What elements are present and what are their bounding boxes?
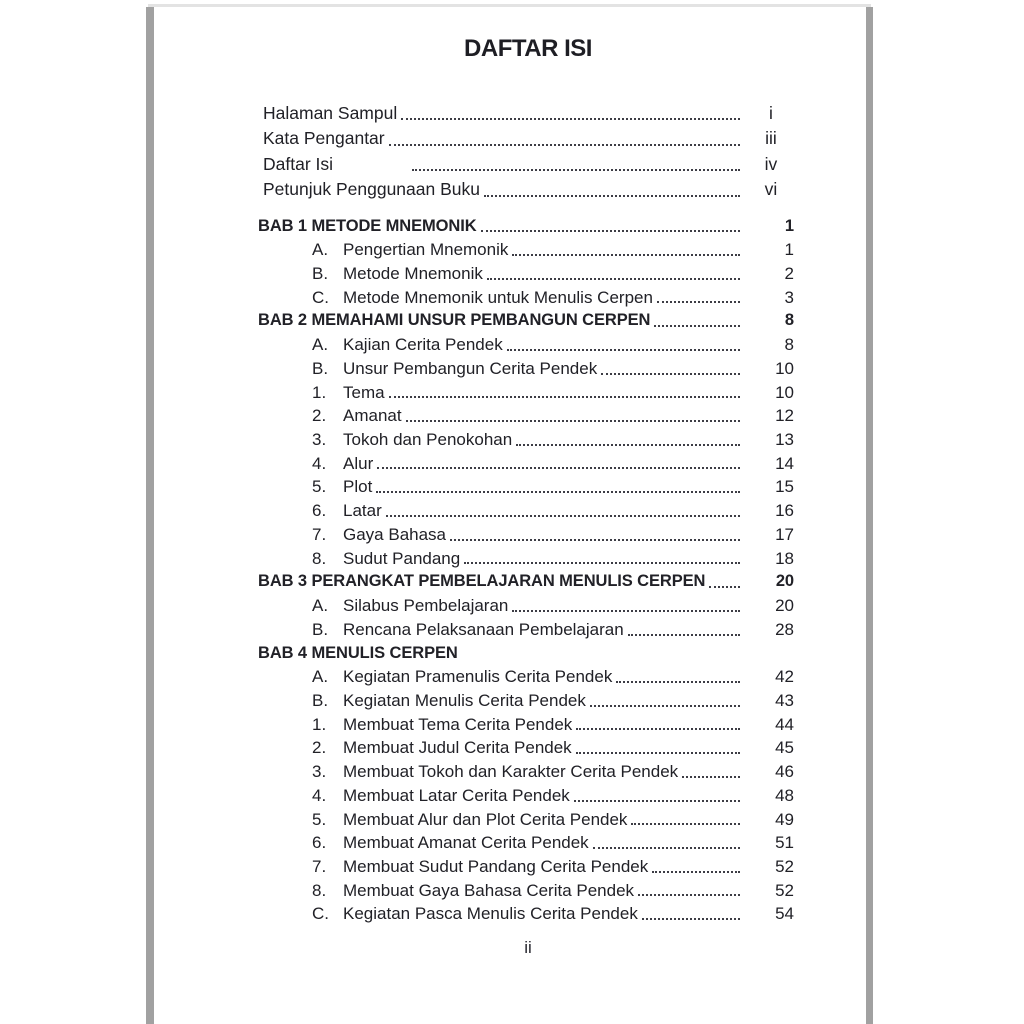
toc-page-number: 12 (775, 406, 794, 426)
toc-page-number: vi (764, 179, 778, 200)
toc-page-number: 18 (775, 548, 794, 568)
toc-entry-label: BAB 3 PERANGKAT PEMBELAJARAN MENULIS CERPEN (258, 572, 706, 591)
toc-page-number: 1 (784, 216, 794, 235)
toc-item-row (258, 238, 798, 262)
toc-item-row (258, 618, 798, 642)
toc-entry-label: Membuat Judul Cerita Pendek (343, 738, 572, 758)
toc-item-row (258, 879, 798, 903)
toc-entry-label: Membuat Tokoh dan Karakter Cerita Pendek (343, 762, 679, 782)
dot-leader (576, 752, 740, 754)
toc-page-number: iii (765, 128, 777, 149)
toc-entry-marker: 7. (312, 856, 327, 876)
toc-page-number: 8 (784, 335, 794, 355)
toc-entry-marker: A. (312, 596, 329, 616)
toc-page-number: 13 (775, 430, 794, 450)
toc-item-row (258, 523, 798, 547)
dot-leader (487, 278, 740, 280)
toc-entry-marker: 1. (312, 382, 327, 402)
dot-leader (709, 586, 740, 588)
toc-page-number: 52 (775, 856, 794, 876)
footer-page-number: ii (524, 938, 532, 957)
toc-front-matter-row (258, 126, 798, 151)
toc-page-number: 48 (775, 785, 794, 805)
toc-entry-marker: B. (312, 619, 329, 639)
toc-entry-marker: A. (312, 240, 329, 260)
toc-entry-marker: 2. (312, 406, 327, 426)
dot-leader (484, 195, 740, 197)
toc-chapter-row (258, 309, 798, 333)
toc-item-row (258, 713, 798, 737)
toc-entry-label: BAB 4 MENULIS CERPEN (258, 643, 458, 662)
toc-entry-label: Tema (343, 382, 385, 402)
toc-entry-label: Kata Pengantar (263, 128, 385, 149)
toc-item-row (258, 855, 798, 879)
toc-page-number: 20 (775, 572, 794, 591)
toc-entry-label: Metode Mnemonik (343, 264, 483, 283)
toc-entry-marker: 1. (312, 714, 327, 734)
toc-item-row (258, 665, 798, 689)
toc-item-row (258, 689, 798, 713)
dot-leader (654, 325, 740, 327)
toc-entry-label: Tokoh dan Penokohan (343, 430, 513, 450)
toc-entry-label: Metode Mnemonik untuk Menulis Cerpen (343, 287, 653, 307)
toc-entry-marker: 4. (312, 453, 327, 473)
toc-entry-marker: 4. (312, 785, 327, 805)
dot-leader (638, 894, 740, 896)
toc-page-number: 17 (775, 524, 794, 544)
toc-page-number: 51 (775, 833, 794, 853)
toc-item-row (258, 902, 798, 926)
toc-entry-marker: 2. (312, 738, 327, 758)
dot-leader (616, 681, 740, 683)
dot-leader (682, 776, 740, 778)
toc-page-number: 42 (775, 667, 794, 687)
toc-item-row (258, 381, 798, 405)
dot-leader (507, 349, 740, 351)
dot-leader (464, 562, 740, 564)
toc-entry-label: Petunjuk Penggunaan Buku (263, 179, 480, 200)
toc-entry-label: Latar (343, 501, 382, 521)
toc-chapter-row (258, 570, 798, 594)
toc-page-number: 16 (775, 501, 794, 521)
dot-leader (389, 396, 740, 398)
toc-page-number: 14 (775, 453, 794, 473)
toc-chapter-row (258, 642, 798, 666)
toc-entry-label: Membuat Latar Cerita Pendek (343, 785, 570, 805)
toc-page-number: 54 (775, 904, 794, 924)
toc-entry-marker: B. (312, 264, 329, 283)
dot-leader (576, 728, 740, 730)
toc-item-row (258, 784, 798, 808)
toc-entries (258, 215, 798, 927)
toc-page-number: 10 (775, 358, 794, 378)
toc-entry-label: Rencana Pelaksanaan Pembelajaran (343, 619, 624, 639)
dot-leader (593, 847, 740, 849)
toc-item-row (258, 286, 798, 310)
toc-item-row (258, 808, 798, 832)
toc-page-number: 43 (775, 690, 794, 710)
toc-item-row (258, 736, 798, 760)
toc-entry-marker: 7. (312, 524, 327, 544)
page-right-edge (866, 7, 873, 1024)
toc-entry-marker: 3. (312, 762, 327, 782)
toc-entry-label: Membuat Alur dan Plot Cerita Pendek (343, 809, 628, 829)
scanned-toc-page (146, 0, 873, 1024)
dot-leader (512, 610, 740, 612)
toc-front-matter-row (258, 101, 798, 126)
toc-entry-marker: 5. (312, 809, 327, 829)
toc-entry-marker: 8. (312, 548, 327, 568)
toc-entry-label: Alur (343, 453, 374, 473)
toc-entry-marker: 3. (312, 430, 327, 450)
toc-page-number: iv (764, 153, 778, 174)
toc-entry-marker: B. (312, 690, 329, 710)
toc-item-row (258, 547, 798, 571)
dot-leader (590, 705, 740, 707)
dot-leader (631, 823, 740, 825)
toc-item-row (258, 594, 798, 618)
dot-leader (657, 301, 740, 303)
toc-entry-label: Kajian Cerita Pendek (343, 335, 503, 355)
toc-item-row (258, 404, 798, 428)
toc-item-row (258, 357, 798, 381)
toc-entry-label: Pengertian Mnemonik (343, 240, 509, 260)
toc-item-row (258, 428, 798, 452)
toc-entry-label: Membuat Tema Cerita Pendek (343, 714, 573, 734)
toc-entry-label: Unsur Pembangun Cerita Pendek (343, 358, 598, 378)
dot-leader (386, 515, 740, 517)
page-title: DAFTAR ISI (464, 35, 592, 62)
toc-page-number: 15 (775, 477, 794, 497)
dot-leader (406, 420, 740, 422)
dot-leader (377, 467, 740, 469)
toc-page-number: 44 (775, 714, 794, 734)
toc-item-row (258, 831, 798, 855)
toc-front-matter-row (258, 177, 798, 202)
toc-entry-label: Daftar Isi (263, 153, 334, 174)
toc-page-number: 45 (775, 738, 794, 758)
toc-entry-marker: 6. (312, 833, 327, 853)
toc-page-number: 46 (775, 762, 794, 782)
dot-leader (512, 254, 740, 256)
toc-chapter-row (258, 215, 798, 239)
toc-entry-marker: 8. (312, 880, 327, 900)
toc-entry-label: Kegiatan Menulis Cerita Pendek (343, 690, 586, 710)
toc-item-row (258, 760, 798, 784)
dot-leader (574, 800, 740, 802)
dot-leader (376, 491, 740, 493)
dot-leader (652, 871, 740, 873)
toc-page-number: 28 (775, 619, 794, 639)
toc-entry-label: Silabus Pembelajaran (343, 596, 509, 616)
toc-entry-label: Plot (343, 477, 373, 497)
toc-entry-label: Kegiatan Pasca Menulis Cerita Pendek (343, 904, 638, 924)
toc-page-number: 2 (784, 264, 794, 283)
dot-leader (450, 539, 740, 541)
page-left-edge (146, 7, 154, 1024)
toc-page-number: i (769, 103, 773, 123)
toc-item-row (258, 333, 798, 357)
toc-entry-marker: C. (312, 287, 329, 307)
toc-item-row (258, 452, 798, 476)
toc-entry-label: BAB 2 MEMAHAMI UNSUR PEMBANGUN CERPEN (258, 311, 651, 330)
toc-entry-label: Kegiatan Pramenulis Cerita Pendek (343, 667, 613, 687)
toc-item-row (258, 475, 798, 499)
dot-leader (516, 444, 740, 446)
toc-page-number: 52 (775, 880, 794, 900)
toc-front-matter (258, 101, 798, 203)
toc-page-number: 20 (775, 596, 794, 616)
dot-leader (642, 918, 740, 920)
toc-entry-label: BAB 1 METODE MNEMONIK (258, 216, 477, 235)
toc-page-number: 49 (775, 809, 794, 829)
toc-front-matter-row (258, 152, 798, 177)
dot-leader (401, 118, 740, 120)
toc-page-number: 10 (775, 382, 794, 402)
toc-entry-marker: A. (312, 335, 329, 355)
toc-page-number: 8 (784, 311, 794, 330)
toc-item-row (258, 262, 798, 286)
toc-entry-label: Membuat Gaya Bahasa Cerita Pendek (343, 880, 635, 900)
toc-entry-label: Membuat Sudut Pandang Cerita Pendek (343, 856, 649, 876)
toc-entry-marker: B. (312, 358, 329, 378)
dot-leader (601, 373, 740, 375)
toc-item-row (258, 499, 798, 523)
toc-entry-label: Halaman Sampul (263, 103, 398, 123)
dot-leader (628, 634, 740, 636)
toc-entry-label: Amanat (343, 406, 402, 426)
toc-entry-marker: 5. (312, 477, 327, 497)
toc-entry-marker: 6. (312, 501, 327, 521)
dot-leader (481, 230, 740, 232)
dot-leader (389, 144, 740, 146)
toc-entry-label: Gaya Bahasa (343, 524, 447, 544)
dot-leader (412, 169, 740, 171)
toc-body (258, 0, 798, 926)
toc-page-number: 1 (784, 240, 794, 260)
toc-page-number: 3 (784, 287, 794, 307)
toc-entry-label: Sudut Pandang (343, 548, 461, 568)
toc-entry-label: Membuat Amanat Cerita Pendek (343, 833, 589, 853)
toc-entry-marker: C. (312, 904, 329, 924)
toc-entry-marker: A. (312, 667, 329, 687)
